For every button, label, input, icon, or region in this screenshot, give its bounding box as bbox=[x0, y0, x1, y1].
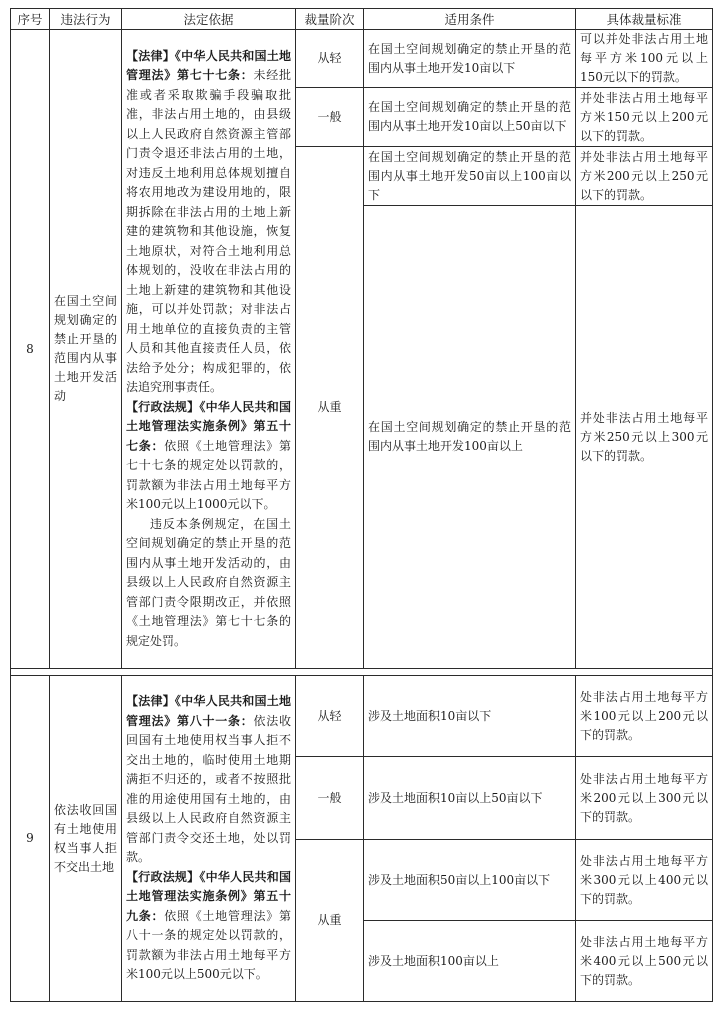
header-no: 序号 bbox=[11, 9, 50, 30]
legal-basis bbox=[122, 676, 296, 1002]
condition-cell: 在国土空间规划确定的禁止开垦的范围内从事土地开发10亩以下 bbox=[364, 30, 576, 88]
level-heavy: 从重 bbox=[296, 840, 364, 1002]
condition-cell: 在国土空间规划确定的禁止开垦的范围内从事土地开发100亩以上 bbox=[364, 206, 576, 669]
standard-cell: 处非法占用土地每平方米400元以上500元以下的罚款。 bbox=[576, 921, 713, 1002]
law-label: 【行政法规】《中华人民共和国土地管理法实施条例》第五十九条： bbox=[126, 869, 291, 923]
condition-cell: 涉及土地面积10亩以下 bbox=[364, 676, 576, 757]
law-text: 违反本条例规定，在国土空间规划确定的禁止开垦的范围内从事土地开发活动的，由县级以上人民政府自然资源主管部门责令限期改正，并依照《土地管理法》第七十七条的规定处罚。 bbox=[126, 516, 291, 648]
header-condition: 适用条件 bbox=[364, 9, 576, 30]
condition-cell: 涉及土地面积100亩以上 bbox=[364, 921, 576, 1002]
standard-cell: 处非法占用土地每平方米300元以上400元以下的罚款。 bbox=[576, 840, 713, 921]
violation-act: 依法收回国有土地使用权当事人拒不交出土地 bbox=[50, 676, 122, 1002]
law-text: 依照《土地管理法》第七十七条的规定处以罚款的，罚款额为非法占用土地每平方米100元以上1000元以下。 bbox=[126, 438, 291, 512]
law-label: 【行政法规】《中华人民共和国土地管理法实施条例》第五十七条： bbox=[126, 399, 291, 453]
level-normal: 一般 bbox=[296, 88, 364, 147]
header-basis: 法定依据 bbox=[122, 9, 296, 30]
law-label: 【法律】《中华人民共和国土地管理法》第八十一条： bbox=[126, 694, 291, 728]
table-row bbox=[11, 30, 713, 88]
table-row bbox=[11, 676, 713, 757]
level-normal: 一般 bbox=[296, 757, 364, 840]
row-number: 8 bbox=[11, 30, 50, 669]
standard-cell: 并处非法占用土地每平方米200元以上250元以下的罚款。 bbox=[576, 147, 713, 206]
table-header-row bbox=[11, 9, 713, 30]
condition-cell: 在国土空间规划确定的禁止开垦的范围内从事土地开发10亩以上50亩以下 bbox=[364, 88, 576, 147]
header-standard: 具体裁量标准 bbox=[576, 9, 713, 30]
condition-cell: 在国土空间规划确定的禁止开垦的范围内从事土地开发50亩以上100亩以下 bbox=[364, 147, 576, 206]
condition-cell: 涉及土地面积10亩以上50亩以下 bbox=[364, 757, 576, 840]
standard-cell: 处非法占用土地每平方米100元以上200元以下的罚款。 bbox=[576, 676, 713, 757]
condition-cell: 涉及土地面积50亩以上100亩以下 bbox=[364, 840, 576, 921]
standard-cell: 并处非法占用土地每平方米250元以上300元以下的罚款。 bbox=[576, 206, 713, 669]
law-text: 依照《土地管理法》第八十一条的规定处以罚款的，罚款额为非法占用土地每平方米100元以上500元以下。 bbox=[126, 908, 291, 982]
level-heavy: 从重 bbox=[296, 147, 364, 669]
row-separator bbox=[11, 669, 713, 676]
level-light: 从轻 bbox=[296, 676, 364, 757]
law-text: 未经批准或者采取欺骗手段骗取批准，非法占用土地的，由县级以上人民政府自然资源主管部门责令退还非法占用的土地，对违反土地利用总体规划擅自将农用地改为建设用地的，限期拆除在非法占用的土地上新建的建筑物和其他设施，恢复土地原状，对符合土地利用总体规划的，没收在非法占用的土地上新建的建筑物和其他设施，可以并处罚款；对非法占用土地单位的直接负责的主管人员和其他直接责任人员，依法给予处分；构成犯罪的，依法追究刑事责任。 bbox=[126, 68, 291, 395]
header-level: 裁量阶次 bbox=[296, 9, 364, 30]
row-number: 9 bbox=[11, 676, 50, 1002]
legal-basis bbox=[122, 30, 296, 669]
violation-act: 在国土空间规划确定的禁止开垦的范围内从事土地开发活动 bbox=[50, 30, 122, 669]
standard-cell: 处非法占用土地每平方米200元以上300元以下的罚款。 bbox=[576, 757, 713, 840]
header-act: 违法行为 bbox=[50, 9, 122, 30]
law-label: 【法律】《中华人民共和国土地管理法》第七十七条： bbox=[126, 48, 291, 83]
standard-cell: 可以并处非法占用土地每平方米100元以上150元以下的罚款。 bbox=[576, 30, 713, 88]
penalty-discretion-table bbox=[10, 8, 713, 1002]
level-light: 从轻 bbox=[296, 30, 364, 88]
law-text: 依法收回国有土地使用权当事人拒不交出土地的，临时使用土地期满拒不归还的，或者不按照批准的用途使用国有土地的，由县级以上人民政府自然资源主管部门责令交还土地，处以罚款。 bbox=[126, 713, 291, 865]
standard-cell: 并处非法占用土地每平方米150元以上200元以下的罚款。 bbox=[576, 88, 713, 147]
